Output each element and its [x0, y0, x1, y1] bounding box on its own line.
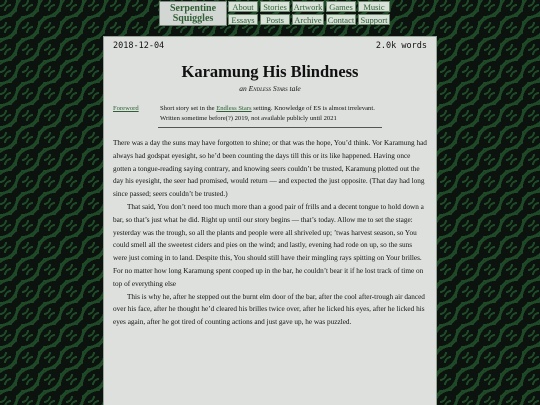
nav-link-posts[interactable]: Posts [260, 14, 290, 25]
story-paragraph: There was a day the suns may have forgotten to shine; or that was the hope, You’d think. Vor Karamung had always had godspat eyesight, so he’d been counting the days till this or its like happened. Having once gotten a tongue-reading saying contrary, and knowing seers couldn’t be trusted, Karamung plotted out the day his eyesight, the seer had promised, would return — and expected the just opposite. (That day had long since passed; seers couldn’t be trusted.) [113, 139, 427, 199]
endless-stars-link[interactable]: Endless Stars [216, 105, 252, 112]
foreword-text [160, 104, 375, 124]
foreword-line2: Written sometime before(?) 2019, not available publicly until 2021 [160, 115, 337, 122]
subtitle-prefix: an [239, 84, 247, 93]
story-paragraph: That said, You don’t need too much more than a good pair of frills and a decent tongue to hold down a bar, so that’s just what he did. Right up until our story begins — that’s today. Allow me to set the stage: yesterday was the trough, so all the plants and people were all shriveled up; ’twas harvest season, so You could smell all the sweetest ciders and pies on the wind; and lastly, evening had rode on up, so the suns were just coming in to land. Despite this, You should still have their mingling rays spitting on Your brilles. For no matter how long Karamung spent cooped up in the bar, he couldn’t bear it if he lost track of time on top of everything else [113, 202, 424, 288]
story-subtitle [113, 84, 427, 93]
story-title: Karamung His Blindness [181, 62, 359, 81]
divider [158, 127, 382, 128]
story-body [113, 137, 427, 329]
foreword-label-link[interactable]: Foreword [113, 105, 139, 112]
nav-link-archive[interactable]: Archive [292, 14, 324, 25]
subtitle-suffix: tale [289, 84, 301, 93]
site-logo[interactable] [159, 1, 227, 26]
site-title-line1: Serpentine [169, 2, 217, 14]
story-page [103, 36, 437, 405]
post-date: 2018-12-04 [113, 41, 165, 51]
foreword-line1-a: Short story set in the [160, 105, 217, 112]
main-nav [228, 1, 390, 25]
foreword-line1-b: setting. Knowledge of ES is almost irrelevant. [251, 105, 375, 112]
foreword-label[interactable] [113, 104, 160, 124]
nav-link-essays[interactable]: Essays [228, 14, 258, 25]
nav-link-music[interactable]: Music [358, 1, 390, 12]
nav-link-contact[interactable]: Contact [327, 15, 355, 25]
nav-link-about[interactable]: About [228, 1, 258, 12]
word-count: 2.0k words [375, 41, 427, 51]
foreword [113, 104, 427, 124]
subtitle-series: Endless Stars [248, 84, 288, 93]
nav-link-artwork[interactable]: Artwork [293, 2, 323, 12]
nav-link-support[interactable]: Support [358, 14, 390, 25]
nav-link-games[interactable]: Games [326, 1, 356, 12]
site-title-line2: Squiggles [172, 12, 214, 24]
post-meta [113, 41, 427, 53]
story-paragraph: This is why he, after he stepped out the burnt elm door of the bar, after the cool after-trough air danced over his face, after he thought he’d cleared his brilles twice over, after he licked his eyes, after he licked his eyes again, after he got tired of counting actions and just gave up, he was puzzled. [113, 292, 425, 327]
nav-link-stories[interactable]: Stories [260, 1, 290, 12]
foreword-line1 [160, 104, 375, 114]
